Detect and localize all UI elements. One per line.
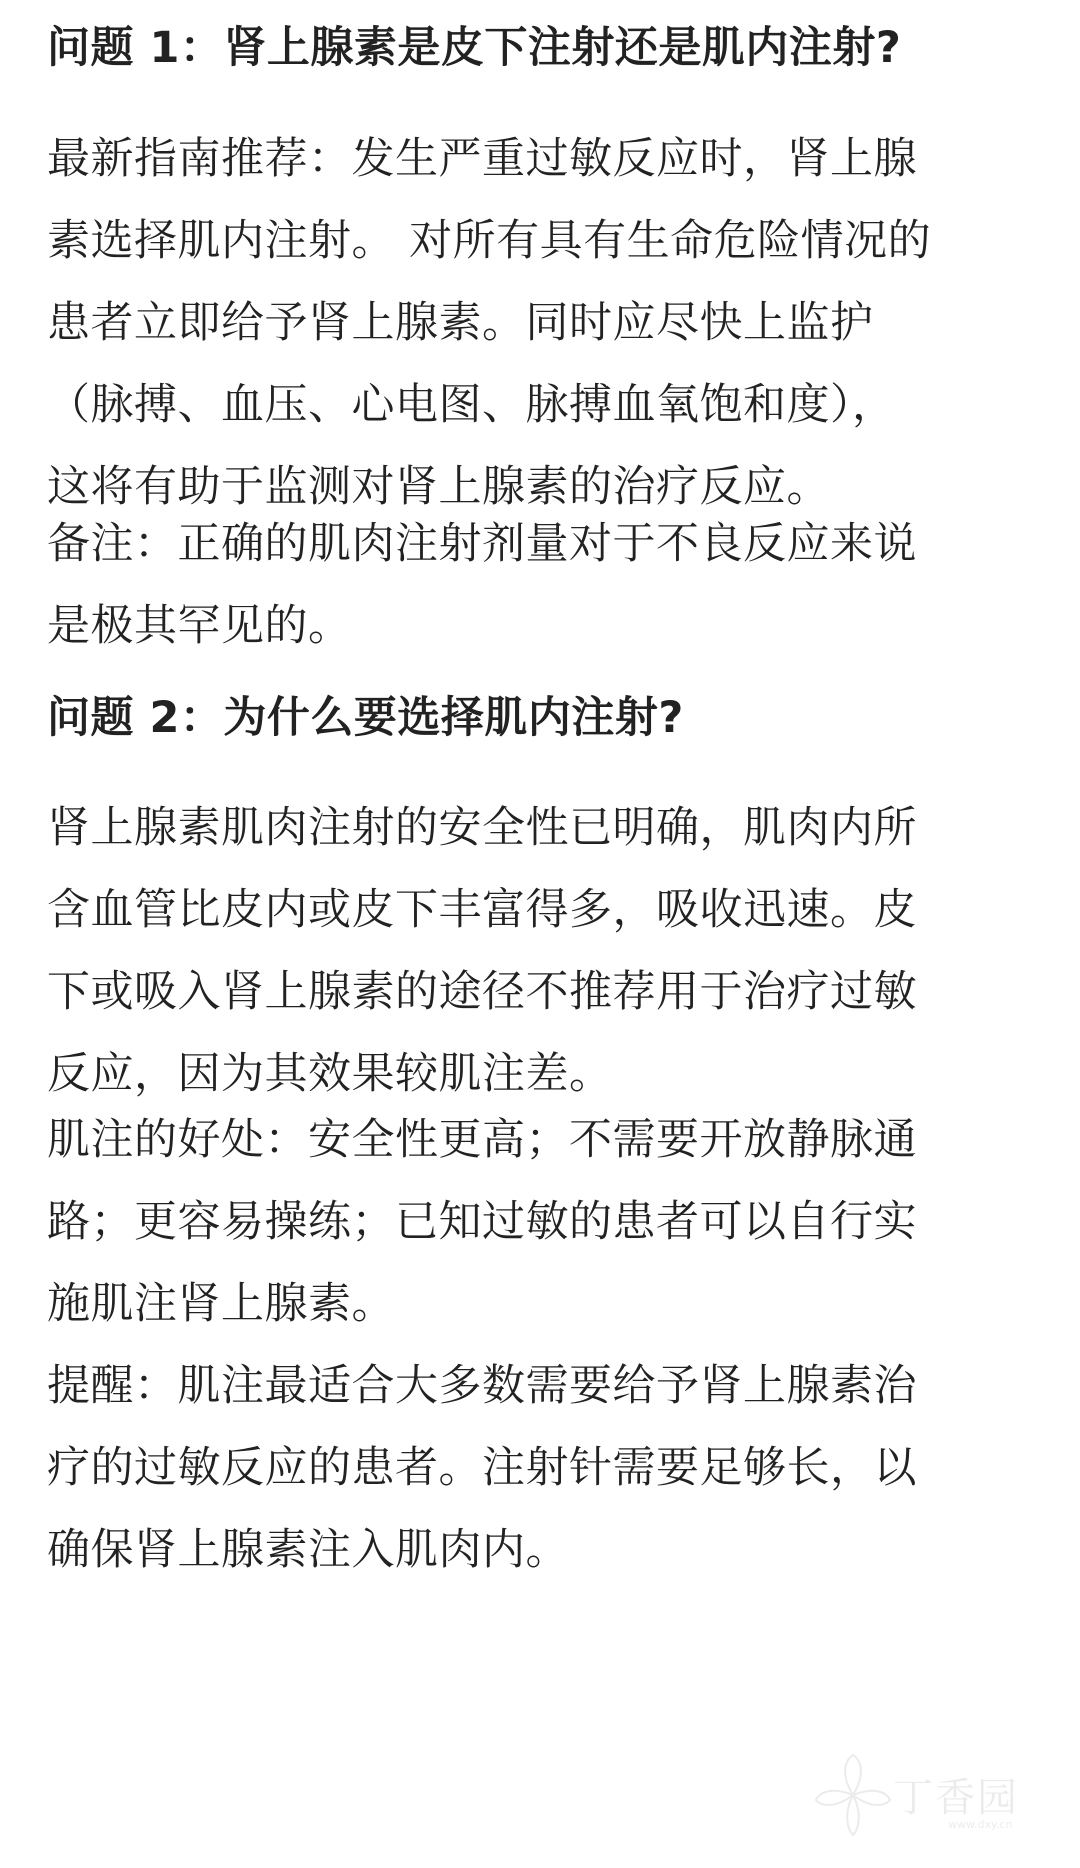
question-1-answer-paragraph <box>47 118 1037 528</box>
text-line: 疗的过敏反应的患者。注射针需要足够长，以 <box>47 1443 917 1493</box>
text-line: 最新指南推荐：发生严重过敏反应时，肾上腺 <box>47 134 917 184</box>
text-line: 反应，因为其效果较肌注差。 <box>47 1049 613 1099</box>
text-line: 肾上腺素肌肉注射的安全性已明确，肌肉内所 <box>47 803 917 853</box>
text-line: 路；更容易操练；已知过敏的患者可以自行实 <box>47 1197 917 1247</box>
text-line: 施肌注肾上腺素。 <box>47 1279 395 1329</box>
text-line: （脉搏、血压、心电图、脉搏血氧饱和度）， <box>47 380 896 430</box>
question-2-answer-paragraph <box>47 787 1037 1115</box>
watermark-brand-name: 丁香园 <box>893 1775 1019 1821</box>
question-2-heading: 问题 2：为什么要选择肌内注射? <box>47 693 684 743</box>
text-line: 素选择肌内注射。 对所有具有生命危险情况的 <box>47 216 932 266</box>
clove-flower-logo-icon <box>808 1750 898 1840</box>
text-line: 患者立即给予肾上腺素。同时应尽快上监护 <box>47 298 874 348</box>
question-1-note-paragraph <box>47 503 1037 667</box>
text-line: 是极其罕见的。 <box>47 601 352 651</box>
text-line: 这将有助于监测对肾上腺素的治疗反应。 <box>47 462 830 512</box>
text-line: 确保肾上腺素注入肌肉内。 <box>47 1525 569 1575</box>
text-line: 含血管比皮内或皮下丰富得多，吸收迅速。皮 <box>47 885 917 935</box>
benefits-paragraph <box>47 1099 1037 1345</box>
text-line: 提醒：肌注最适合大多数需要给予肾上腺素治 <box>47 1361 917 1411</box>
text-line: 肌注的好处：安全性更高；不需要开放静脉通 <box>47 1115 917 1165</box>
question-1-heading: 问题 1：肾上腺素是皮下注射还是肌内注射? <box>47 23 902 73</box>
reminder-paragraph <box>47 1345 1037 1591</box>
watermark-url: www.dxy.cn <box>948 1818 1013 1831</box>
text-line: 下或吸入肾上腺素的途径不推荐用于治疗过敏 <box>47 967 917 1017</box>
text-line: 备注：正确的肌肉注射剂量对于不良反应来说 <box>47 519 917 569</box>
dxy-watermark <box>798 1738 1058 1848</box>
